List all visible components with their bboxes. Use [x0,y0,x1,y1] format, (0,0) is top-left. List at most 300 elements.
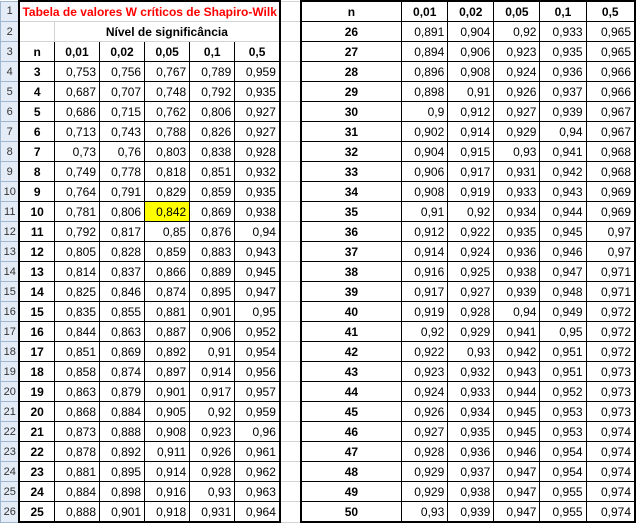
row-header[interactable]: 17 [1,322,20,342]
table-cell[interactable]: 0,748 [145,82,190,102]
row-header[interactable]: 1 [1,1,20,22]
row-header[interactable]: 15 [1,282,20,302]
table-cell[interactable]: 0,789 [190,62,235,82]
table-cell[interactable]: 0,901 [190,302,235,322]
table-cell-right[interactable]: 0,949 [540,302,586,322]
n-value-right[interactable]: 27 [301,42,402,62]
table-cell-right[interactable]: 0,953 [540,402,586,422]
row-header[interactable]: 22 [1,422,20,442]
table-cell-right[interactable]: 0,94 [494,302,540,322]
table-cell[interactable]: 0,923 [190,422,235,442]
n-value-right[interactable]: 35 [301,202,402,222]
table-cell-right[interactable]: 0,944 [540,202,586,222]
table-cell-right[interactable]: 0,936 [540,62,586,82]
n-value-right[interactable]: 36 [301,222,402,242]
table-cell-right[interactable]: 0,915 [448,142,494,162]
table-cell-right[interactable]: 0,935 [540,42,586,62]
table-cell[interactable]: 0,855 [100,302,145,322]
table-cell[interactable]: 0,846 [100,282,145,302]
table-cell-right[interactable]: 0,943 [494,362,540,382]
table-cell-right[interactable]: 0,933 [494,182,540,202]
column-header[interactable]: 0,1 [190,42,235,62]
table-cell[interactable]: 0,94 [235,222,280,242]
table-cell-right[interactable]: 0,954 [540,442,586,462]
table-cell[interactable]: 0,938 [235,202,280,222]
row-header[interactable]: 26 [1,502,20,523]
cell-empty[interactable] [280,382,301,402]
table-cell-right[interactable]: 0,929 [402,482,448,502]
n-value-right[interactable]: 41 [301,322,402,342]
table-cell-right[interactable]: 0,926 [402,402,448,422]
table-cell-right[interactable]: 0,922 [448,222,494,242]
table-cell-right[interactable]: 0,917 [448,162,494,182]
table-cell[interactable]: 0,901 [145,382,190,402]
table-cell[interactable]: 0,874 [145,282,190,302]
row-header[interactable]: 14 [1,262,20,282]
table-cell[interactable]: 0,756 [100,62,145,82]
table-cell[interactable]: 0,859 [145,242,190,262]
n-value-right[interactable]: 37 [301,242,402,262]
table-cell[interactable]: 0,935 [235,82,280,102]
table-cell-right[interactable]: 0,925 [448,262,494,282]
table-cell-right[interactable]: 0,914 [448,122,494,142]
table-cell[interactable]: 0,818 [145,162,190,182]
table-cell[interactable]: 0,952 [235,322,280,342]
column-header-right[interactable]: 0,02 [448,1,494,22]
table-cell[interactable]: 0,92 [190,402,235,422]
table-cell-right[interactable]: 0,946 [540,242,586,262]
n-value-right[interactable]: 31 [301,122,402,142]
table-cell[interactable]: 0,713 [54,122,99,142]
table-cell-right[interactable]: 0,935 [494,222,540,242]
table-cell-right[interactable]: 0,936 [494,242,540,262]
n-value-right[interactable]: 39 [301,282,402,302]
n-value[interactable]: 4 [19,82,54,102]
table-cell[interactable]: 0,963 [235,482,280,502]
table-cell-right[interactable]: 0,924 [402,382,448,402]
table-cell[interactable]: 0,874 [100,362,145,382]
table-cell-right[interactable]: 0,936 [448,442,494,462]
table-cell[interactable]: 0,828 [100,242,145,262]
table-cell[interactable]: 0,956 [235,362,280,382]
table-cell[interactable]: 0,851 [54,342,99,362]
table-cell-right[interactable]: 0,974 [586,502,635,523]
table-cell[interactable]: 0,962 [235,462,280,482]
table-cell[interactable]: 0,829 [145,182,190,202]
column-header-right[interactable]: 0,05 [494,1,540,22]
table-cell-right[interactable]: 0,947 [540,262,586,282]
table-cell[interactable]: 0,686 [54,102,99,122]
n-value-right[interactable]: 38 [301,262,402,282]
n-value[interactable]: 16 [19,322,54,342]
cell-empty[interactable] [280,462,301,482]
n-value-right[interactable]: 32 [301,142,402,162]
table-cell[interactable]: 0,889 [190,262,235,282]
row-header[interactable]: 11 [1,202,20,222]
n-value[interactable]: 6 [19,122,54,142]
table-cell-right[interactable]: 0,917 [402,282,448,302]
n-value[interactable]: 18 [19,362,54,382]
table-cell[interactable]: 0,879 [100,382,145,402]
cell-empty[interactable] [280,422,301,442]
table-cell-right[interactable]: 0,939 [540,102,586,122]
row-header[interactable]: 20 [1,382,20,402]
table-cell-right[interactable]: 0,938 [494,262,540,282]
row-header[interactable]: 2 [1,22,20,42]
n-value-right[interactable]: 50 [301,502,402,523]
cell-empty[interactable] [280,142,301,162]
n-value[interactable]: 22 [19,442,54,462]
table-cell-right[interactable]: 0,969 [586,182,635,202]
table-cell-right[interactable]: 0,937 [448,462,494,482]
table-cell-right[interactable]: 0,97 [586,222,635,242]
table-cell[interactable]: 0,715 [100,102,145,122]
table-cell[interactable]: 0,892 [145,342,190,362]
n-value[interactable]: 19 [19,382,54,402]
table-cell-right[interactable]: 0,941 [540,142,586,162]
table-cell[interactable]: 0,878 [54,442,99,462]
table-cell-right[interactable]: 0,968 [586,142,635,162]
row-header[interactable]: 19 [1,362,20,382]
n-value[interactable]: 12 [19,242,54,262]
table-cell[interactable]: 0,868 [54,402,99,422]
table-cell-right[interactable]: 0,906 [448,42,494,62]
table-cell[interactable]: 0,95 [235,302,280,322]
table-cell[interactable]: 0,876 [190,222,235,242]
table-cell-right[interactable]: 0,896 [402,62,448,82]
column-header-right[interactable]: 0,01 [402,1,448,22]
n-header-right[interactable]: n [301,1,402,22]
table-cell[interactable]: 0,881 [54,462,99,482]
table-cell[interactable]: 0,781 [54,202,99,222]
n-value[interactable]: 25 [19,502,54,523]
cell-empty[interactable] [280,202,301,222]
n-value[interactable]: 13 [19,262,54,282]
table-cell-right[interactable]: 0,974 [586,422,635,442]
table-cell[interactable]: 0,926 [190,442,235,462]
n-value[interactable]: 15 [19,302,54,322]
table-cell-right[interactable]: 0,955 [540,502,586,523]
table-cell[interactable]: 0,806 [100,202,145,222]
cell-empty[interactable] [280,442,301,462]
table-cell-right[interactable]: 0,916 [402,262,448,282]
table-cell[interactable]: 0,883 [190,242,235,262]
table-cell[interactable]: 0,918 [145,502,190,523]
table-cell-right[interactable]: 0,951 [540,362,586,382]
table-cell[interactable]: 0,945 [235,262,280,282]
table-cell[interactable]: 0,866 [145,262,190,282]
table-cell[interactable]: 0,707 [100,82,145,102]
selected-cell[interactable]: 0,842 [145,202,190,222]
table-cell[interactable]: 0,96 [235,422,280,442]
table-cell[interactable]: 0,73 [54,142,99,162]
column-header[interactable]: 0,01 [54,42,99,62]
table-cell-right[interactable]: 0,91 [448,82,494,102]
table-cell-right[interactable]: 0,928 [402,442,448,462]
table-cell[interactable]: 0,806 [190,102,235,122]
cell-empty[interactable] [280,22,301,42]
table-cell-right[interactable]: 0,933 [540,22,586,42]
table-cell-right[interactable]: 0,929 [448,322,494,342]
cell-empty[interactable] [280,322,301,342]
table-cell[interactable]: 0,943 [235,242,280,262]
table-cell[interactable]: 0,792 [54,222,99,242]
n-value-right[interactable]: 46 [301,422,402,442]
table-cell-right[interactable]: 0,941 [494,322,540,342]
table-cell-right[interactable]: 0,974 [586,482,635,502]
cell-empty[interactable] [280,182,301,202]
table-cell-right[interactable]: 0,972 [586,322,635,342]
table-cell-right[interactable]: 0,93 [494,142,540,162]
table-cell-right[interactable]: 0,926 [494,82,540,102]
table-cell-right[interactable]: 0,973 [586,402,635,422]
table-cell-right[interactable]: 0,927 [402,422,448,442]
row-header[interactable]: 3 [1,42,20,62]
table-cell-right[interactable]: 0,952 [540,382,586,402]
table-cell[interactable]: 0,835 [54,302,99,322]
n-value[interactable]: 5 [19,102,54,122]
cell-empty[interactable] [280,1,301,22]
table-cell[interactable]: 0,869 [190,202,235,222]
n-value[interactable]: 21 [19,422,54,442]
cell-empty[interactable] [280,122,301,142]
table-cell[interactable]: 0,863 [100,322,145,342]
table-cell-right[interactable]: 0,955 [540,482,586,502]
table-cell[interactable]: 0,743 [100,122,145,142]
table-cell[interactable]: 0,927 [235,122,280,142]
table-cell-right[interactable]: 0,919 [402,302,448,322]
table-cell[interactable]: 0,85 [145,222,190,242]
table-cell-right[interactable]: 0,891 [402,22,448,42]
table-cell-right[interactable]: 0,91 [402,202,448,222]
table-cell[interactable]: 0,881 [145,302,190,322]
row-header[interactable]: 9 [1,162,20,182]
table-cell[interactable]: 0,749 [54,162,99,182]
table-cell-right[interactable]: 0,973 [586,382,635,402]
n-header[interactable]: n [19,42,54,62]
table-cell[interactable]: 0,837 [100,262,145,282]
table-cell-right[interactable]: 0,924 [494,62,540,82]
row-header[interactable]: 16 [1,302,20,322]
table-cell-right[interactable]: 0,971 [586,262,635,282]
table-cell-right[interactable]: 0,969 [586,202,635,222]
table-cell[interactable]: 0,931 [190,502,235,523]
table-cell-right[interactable]: 0,93 [402,502,448,523]
n-value-right[interactable]: 49 [301,482,402,502]
table-cell-right[interactable]: 0,928 [448,302,494,322]
table-cell[interactable]: 0,814 [54,262,99,282]
n-value-right[interactable]: 30 [301,102,402,122]
table-cell[interactable]: 0,957 [235,382,280,402]
n-value[interactable]: 7 [19,142,54,162]
table-cell[interactable]: 0,927 [235,102,280,122]
table-cell[interactable]: 0,961 [235,442,280,462]
table-cell[interactable]: 0,788 [145,122,190,142]
row-header[interactable]: 24 [1,462,20,482]
column-header-right[interactable]: 0,1 [540,1,586,22]
table-cell-right[interactable]: 0,934 [448,402,494,422]
table-cell-right[interactable]: 0,966 [586,82,635,102]
table-cell-right[interactable]: 0,906 [402,162,448,182]
cell-empty[interactable] [19,22,54,42]
table-cell-right[interactable]: 0,948 [540,282,586,302]
table-cell-right[interactable]: 0,943 [540,182,586,202]
table-cell[interactable]: 0,838 [190,142,235,162]
table-cell-right[interactable]: 0,933 [448,382,494,402]
cell-empty[interactable] [280,282,301,302]
table-cell[interactable]: 0,954 [235,342,280,362]
table-cell[interactable]: 0,901 [100,502,145,523]
table-cell-right[interactable]: 0,938 [448,482,494,502]
table-cell-right[interactable]: 0,966 [586,62,635,82]
table-cell-right[interactable]: 0,965 [586,42,635,62]
table-cell-right[interactable]: 0,929 [494,122,540,142]
table-cell[interactable]: 0,817 [100,222,145,242]
table-cell[interactable]: 0,897 [145,362,190,382]
table-cell-right[interactable]: 0,931 [494,162,540,182]
table-cell[interactable]: 0,905 [145,402,190,422]
row-header[interactable]: 18 [1,342,20,362]
table-cell[interactable]: 0,858 [54,362,99,382]
table-cell-right[interactable]: 0,908 [402,182,448,202]
n-value-right[interactable]: 29 [301,82,402,102]
table-cell[interactable]: 0,884 [100,402,145,422]
table-cell-right[interactable]: 0,894 [402,42,448,62]
n-value[interactable]: 24 [19,482,54,502]
table-cell[interactable]: 0,791 [100,182,145,202]
table-cell-right[interactable]: 0,934 [494,202,540,222]
n-value-right[interactable]: 45 [301,402,402,422]
cell-empty[interactable] [280,242,301,262]
table-cell[interactable]: 0,914 [145,462,190,482]
n-value[interactable]: 17 [19,342,54,362]
table-cell[interactable]: 0,964 [235,502,280,523]
table-cell-right[interactable]: 0,919 [448,182,494,202]
column-header-right[interactable]: 0,5 [586,1,635,22]
table-cell[interactable]: 0,887 [145,322,190,342]
table-cell-right[interactable]: 0,945 [494,422,540,442]
table-cell-right[interactable]: 0,924 [448,242,494,262]
table-cell-right[interactable]: 0,946 [494,442,540,462]
table-cell[interactable]: 0,93 [190,482,235,502]
n-value-right[interactable]: 48 [301,462,402,482]
table-cell[interactable]: 0,844 [54,322,99,342]
table-cell[interactable]: 0,898 [100,482,145,502]
table-cell[interactable]: 0,884 [54,482,99,502]
table-cell-right[interactable]: 0,93 [448,342,494,362]
table-cell-right[interactable]: 0,945 [540,222,586,242]
table-cell[interactable]: 0,863 [54,382,99,402]
row-header[interactable]: 13 [1,242,20,262]
cell-empty[interactable] [280,162,301,182]
table-cell-right[interactable]: 0,971 [586,282,635,302]
table-cell-right[interactable]: 0,947 [494,482,540,502]
table-cell[interactable]: 0,892 [100,442,145,462]
table-cell-right[interactable]: 0,951 [540,342,586,362]
table-cell-right[interactable]: 0,972 [586,342,635,362]
table-cell-right[interactable]: 0,974 [586,462,635,482]
cell-empty[interactable] [280,62,301,82]
row-header[interactable]: 10 [1,182,20,202]
cell-empty[interactable] [280,482,301,502]
table-cell-right[interactable]: 0,922 [402,342,448,362]
cell-empty[interactable] [280,262,301,282]
row-header[interactable]: 6 [1,102,20,122]
cell-empty[interactable] [280,342,301,362]
table-cell-right[interactable]: 0,939 [494,282,540,302]
table-cell-right[interactable]: 0,92 [494,22,540,42]
table-cell-right[interactable]: 0,953 [540,422,586,442]
cell-empty[interactable] [280,102,301,122]
cell-empty[interactable] [280,302,301,322]
table-cell-right[interactable]: 0,945 [494,402,540,422]
table-cell[interactable]: 0,928 [235,142,280,162]
table-cell[interactable]: 0,91 [190,342,235,362]
column-header[interactable]: 0,5 [235,42,280,62]
table-cell-right[interactable]: 0,902 [402,122,448,142]
n-value-right[interactable]: 33 [301,162,402,182]
table-cell[interactable]: 0,888 [100,422,145,442]
table-cell[interactable]: 0,803 [145,142,190,162]
table-cell[interactable]: 0,917 [190,382,235,402]
table-cell-right[interactable]: 0,939 [448,502,494,523]
n-value[interactable]: 10 [19,202,54,222]
table-cell[interactable]: 0,825 [54,282,99,302]
n-value[interactable]: 20 [19,402,54,422]
n-value-right[interactable]: 40 [301,302,402,322]
cell-empty[interactable] [280,362,301,382]
table-cell[interactable]: 0,764 [54,182,99,202]
row-header[interactable]: 4 [1,62,20,82]
table-cell-right[interactable]: 0,947 [494,462,540,482]
row-header[interactable]: 12 [1,222,20,242]
table-cell[interactable]: 0,76 [100,142,145,162]
table-cell[interactable]: 0,959 [235,402,280,422]
table-cell-right[interactable]: 0,92 [402,322,448,342]
table-cell-right[interactable]: 0,904 [448,22,494,42]
table-cell[interactable]: 0,873 [54,422,99,442]
table-cell[interactable]: 0,826 [190,122,235,142]
table-cell-right[interactable]: 0,932 [448,362,494,382]
table-cell[interactable]: 0,906 [190,322,235,342]
table-cell[interactable]: 0,805 [54,242,99,262]
table-cell-right[interactable]: 0,974 [586,442,635,462]
table-cell-right[interactable]: 0,912 [402,222,448,242]
n-value-right[interactable]: 28 [301,62,402,82]
table-cell-right[interactable]: 0,968 [586,162,635,182]
table-cell-right[interactable]: 0,95 [540,322,586,342]
cell-empty[interactable] [280,502,301,523]
table-cell-right[interactable]: 0,947 [494,502,540,523]
table-cell[interactable]: 0,792 [190,82,235,102]
n-value-right[interactable]: 44 [301,382,402,402]
table-cell[interactable]: 0,959 [235,62,280,82]
table-cell-right[interactable]: 0,927 [448,282,494,302]
table-cell-right[interactable]: 0,923 [494,42,540,62]
n-value-right[interactable]: 47 [301,442,402,462]
table-cell-right[interactable]: 0,898 [402,82,448,102]
table-cell[interactable]: 0,895 [190,282,235,302]
table-cell[interactable]: 0,767 [145,62,190,82]
table-cell[interactable]: 0,895 [100,462,145,482]
table-cell-right[interactable]: 0,912 [448,102,494,122]
table-cell[interactable]: 0,851 [190,162,235,182]
table-cell-right[interactable]: 0,942 [494,342,540,362]
table-cell-right[interactable]: 0,973 [586,362,635,382]
table-cell[interactable]: 0,947 [235,282,280,302]
significance-header[interactable]: Nível de significância [54,22,279,42]
row-header[interactable]: 21 [1,402,20,422]
